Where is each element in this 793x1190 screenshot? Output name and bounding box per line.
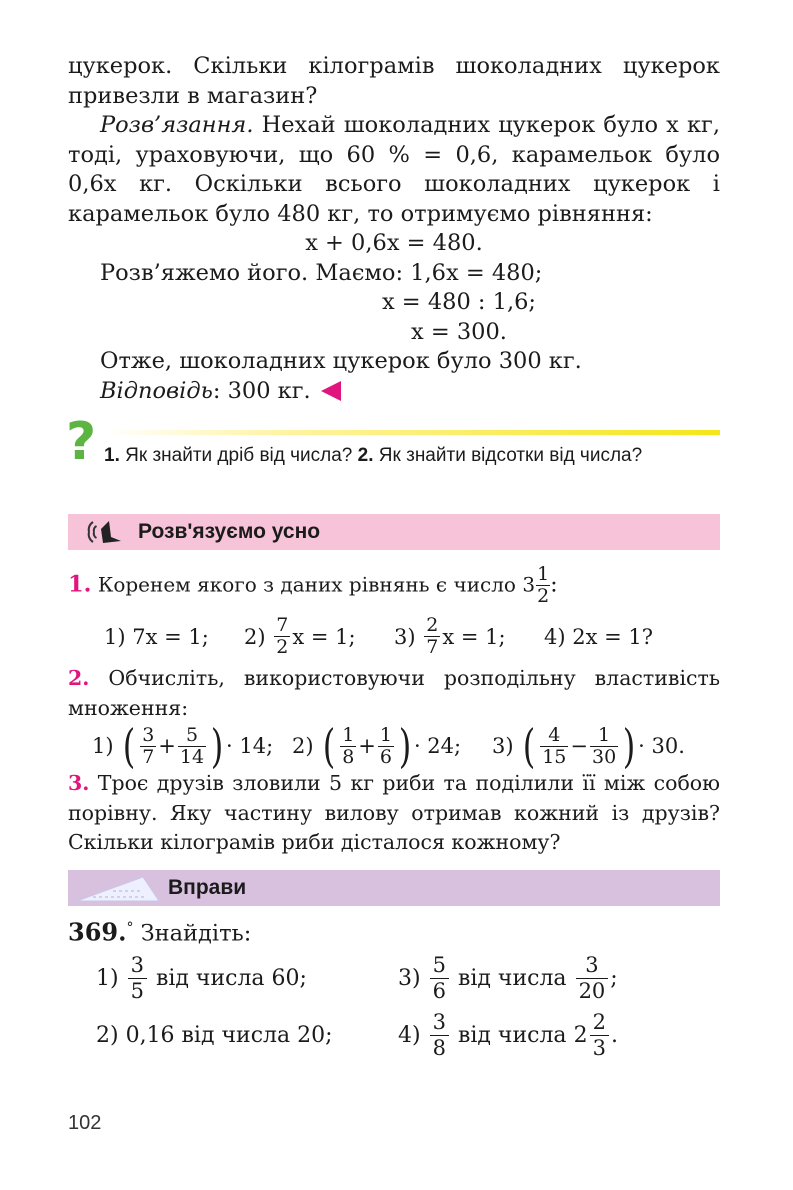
oral-task-1: 1. Коренем якого з даних рівнянь є число 3 $\frac{1}{2}$ : — [68, 563, 558, 607]
equation: x = 480 : 1,6; — [381, 289, 537, 315]
solution-paragraph — [68, 111, 720, 229]
equation: x = 300. — [411, 318, 507, 345]
page-number: 102 — [68, 1112, 102, 1134]
task-text: Коренем якого з даних рівнянь є число 3 — [91, 572, 536, 597]
task-number: 3. — [68, 771, 90, 795]
oral-task-2-options — [68, 719, 720, 773]
option: 2) $\frac{7}{2}$ x = 1; — [244, 614, 356, 658]
exercise-number: 369. — [68, 917, 127, 946]
problem-lead-line: цукерок. Скільки кілограмів шоколадних цукерок — [68, 53, 720, 79]
fraction: $\frac{3}{5}$ — [128, 953, 147, 1004]
task-text: Троє друзів зловили 5 кг риби та поділили її між собою порівну. Яку частину вилову отримав кожний із друзів? Скільки кілограмів риби дісталося кожному? — [68, 771, 720, 854]
page-content — [68, 52, 720, 1061]
fraction: $\frac{1}{6}$ — [379, 723, 392, 768]
q-number: 2. — [357, 445, 374, 466]
exercise-item: 1) $\frac{3}{5}$ від числа 60; — [96, 952, 307, 1003]
option: 1) ( $\frac{3}{7}$ + $\frac{5}{14}$ ) · 14; — [92, 719, 274, 773]
answer-value: : 300 кг. — [212, 377, 311, 404]
fraction: $\frac{1}{8}$ — [342, 723, 355, 768]
option: 4) 2x = 1? — [544, 624, 653, 649]
fraction: $\frac{3}{7}$ — [142, 723, 155, 768]
oral-section-title: Розв'язуємо усно — [138, 520, 321, 543]
option: 3) $\frac{2}{7}$ x = 1; — [394, 614, 506, 658]
solution-label: Розв’язання. — [100, 112, 254, 138]
fraction: $\frac{1}{30}$ — [592, 723, 617, 768]
q-number: 1. — [104, 445, 120, 466]
task-number: 1. — [68, 571, 92, 598]
problem-lead-line: привезли в магазин? — [68, 82, 318, 109]
exercise-item: 3) $\frac{5}{6}$ від числа $\frac{3}{20}$ ; — [398, 952, 618, 1003]
fraction: $\frac{2}{7}$ — [426, 614, 439, 658]
task-number: 2. — [68, 666, 90, 690]
exercise-369: 369.° Знайдіть: — [68, 917, 252, 946]
fraction: $\frac{5}{14}$ — [179, 723, 205, 768]
fraction: $\frac{3}{8}$ — [430, 1010, 449, 1061]
oral-section-header — [68, 514, 720, 550]
solution-text: Нехай шоколадних цукерок було x кг, тоді, ураховуючи, що 60 % = 0,6, карамельок було 0,6x кг. Оскільки всього шоколадних цукерок і карамельок було 480 кг, то отримуємо рівняння: — [68, 112, 720, 227]
exercises-section-header — [68, 870, 720, 906]
answer-label: Відповідь — [100, 377, 213, 404]
exercise-text: Знайдіть: — [133, 920, 252, 946]
review-questions-text — [104, 444, 720, 467]
task-text: Обчисліть, використовуючи розподільну властивість множення: — [68, 666, 720, 720]
fraction: $\frac{3}{20}$ — [576, 953, 609, 1004]
fraction: $\frac{2}{3}$ — [590, 1010, 609, 1061]
review-questions — [66, 412, 720, 496]
yellow-divider — [104, 430, 720, 435]
conclusion: Отже, шоколадних цукерок було 300 кг. — [100, 348, 582, 374]
ruler-icon — [68, 873, 168, 903]
end-triangle-icon — [321, 381, 341, 401]
option: 2) ( $\frac{1}{8}$ + $\frac{1}{6}$ ) · 24; — [292, 719, 462, 773]
q-text: Як знайти дріб від числа? — [119, 445, 358, 466]
oral-task-2 — [68, 664, 720, 723]
equation: x + 0,6x = 480. — [305, 230, 483, 256]
answer-line — [68, 377, 720, 407]
exercises-section-title: Вправи — [168, 875, 247, 899]
oral-task-1-options — [68, 615, 720, 658]
option: 3) ( $\frac{4}{15}$ − $\frac{1}{30}$ ) · 30. — [492, 719, 685, 773]
q-text: Як знайти відсотки від числа? — [373, 445, 643, 466]
fraction: $\frac{4}{15}$ — [542, 723, 567, 768]
mixed-fraction: $\frac{1}{2}$ — [537, 563, 550, 607]
exercise-item: 2) 0,16 від числа 20; — [96, 1022, 333, 1048]
question-mark-icon: ? — [66, 412, 97, 472]
exercise-item: 4) $\frac{3}{8}$ від числа 2 $\frac{2}{3}$ . — [398, 1009, 618, 1060]
exercise-row — [68, 1010, 720, 1061]
oral-task-3 — [68, 769, 720, 858]
fraction: $\frac{5}{6}$ — [430, 953, 449, 1004]
exercise-row — [68, 953, 720, 1004]
option: 1) 7x = 1; — [104, 624, 209, 649]
solve-line: Розв’яжемо його. Маємо: 1,6x = 480; — [100, 259, 543, 286]
fraction: $\frac{7}{2}$ — [276, 614, 289, 658]
speaker-icon — [68, 517, 138, 547]
